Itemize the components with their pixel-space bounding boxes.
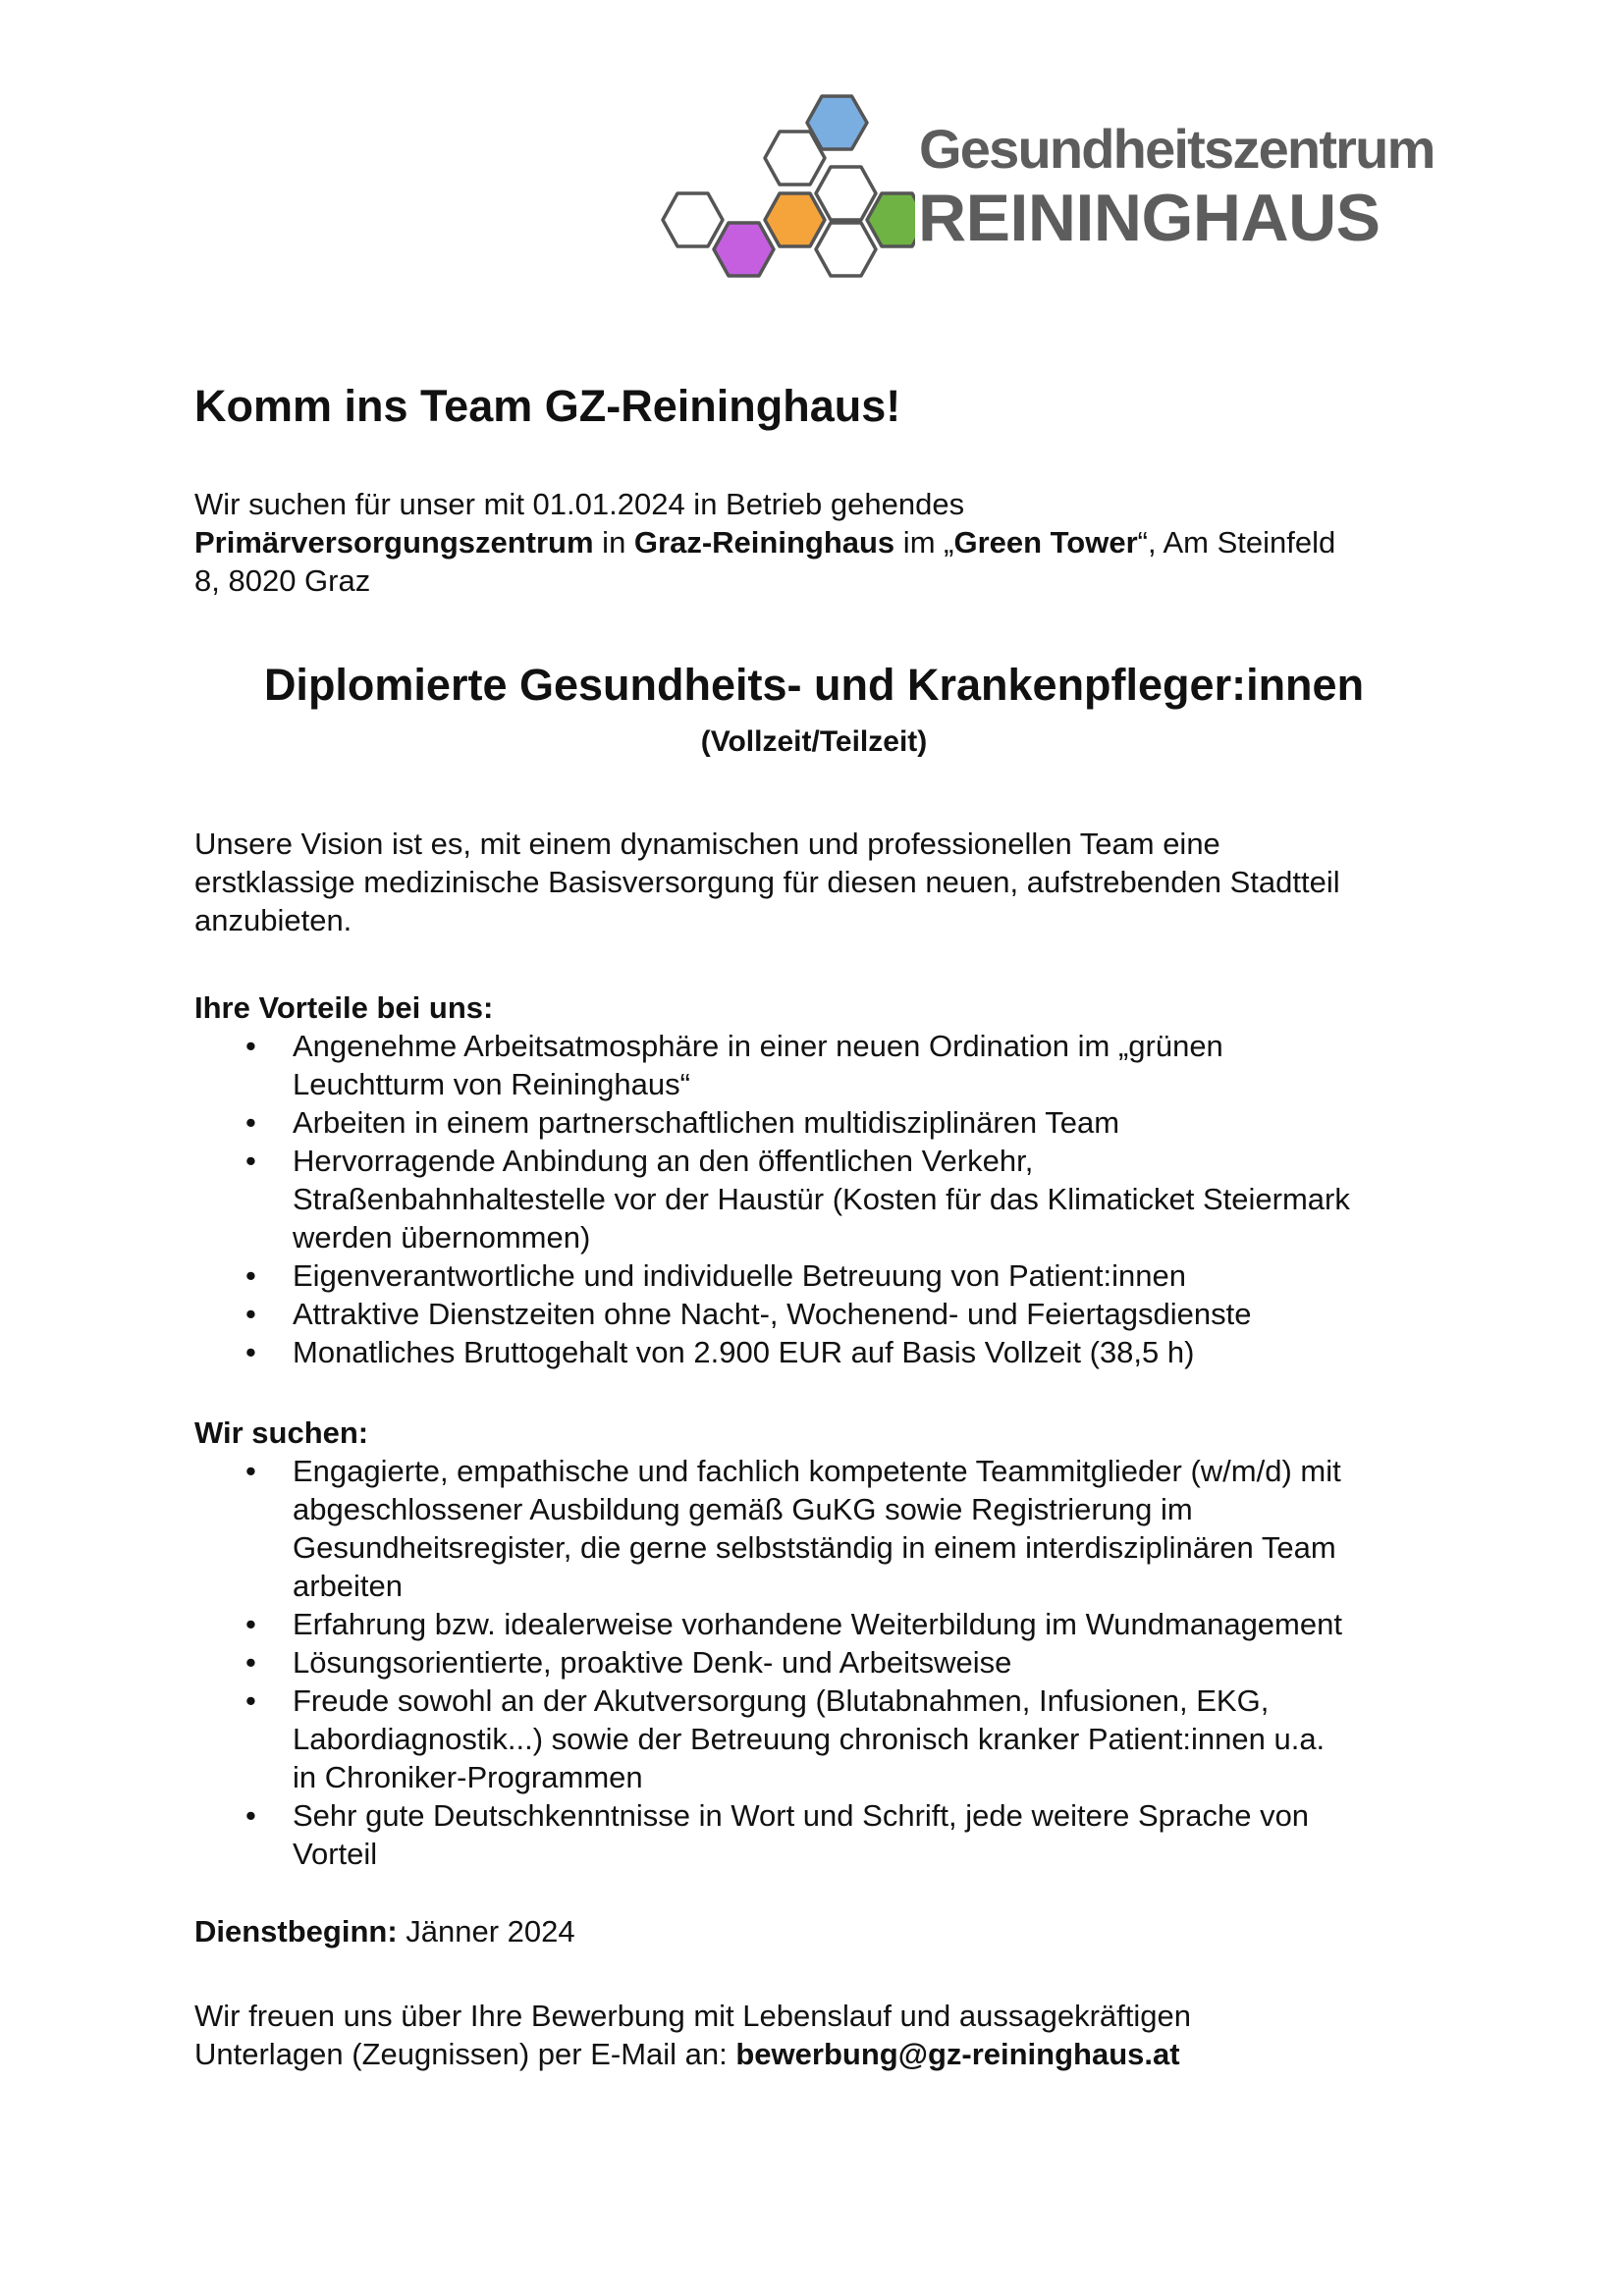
list-item-line: Straßenbahnhaltestelle vor der Haustür (Kosten für das Klimaticket Steiermark <box>293 1182 1350 1216</box>
start-value: Jänner 2024 <box>397 1914 575 1949</box>
requirements-heading: Wir suchen: <box>194 1415 369 1450</box>
honeycomb-logo-icon <box>660 94 915 300</box>
requirements-list <box>194 1452 1461 1873</box>
logo-wordmark-line2: REININGHAUS <box>918 181 1380 255</box>
bullet-icon: • <box>245 1454 256 1488</box>
list-item-line: arbeiten <box>293 1569 404 1603</box>
list-item-line: Hervorragende Anbindung an den öffentlichen Verkehr, <box>293 1144 1034 1178</box>
requirements-section <box>194 1414 1461 1873</box>
email-link[interactable]: bewerbung@gz-reininghaus.at <box>735 2037 1180 2071</box>
vision-line: anzubieten. <box>194 903 352 937</box>
list-item-line: Freude sowohl an der Akutversorgung (Blutabnahmen, Infusionen, EKG, <box>293 1683 1270 1718</box>
list-item-line: Lösungsorientierte, proaktive Denk- und Arbeitsweise <box>293 1645 1012 1680</box>
benefits-list <box>194 1027 1461 1371</box>
page-title: Komm ins Team GZ-Reininghaus! <box>194 381 901 431</box>
start-label: Dienstbeginn: <box>194 1914 398 1949</box>
vision-line: erstklassige medizinische Basisversorgung für diesen neuen, aufstrebenden Stadtteil <box>194 865 1340 899</box>
address-text: “, Am Steinfeld <box>1137 525 1336 560</box>
list-item-line: Monatliches Bruttogehalt von 2.900 EUR auf Basis Vollzeit (38,5 h) <box>293 1335 1195 1369</box>
list-item-line: abgeschlossener Ausbildung gemäß GuKG sowie Registrierung im <box>293 1492 1193 1526</box>
job-title: Diplomierte Gesundheits- und Krankenpfleger:innen <box>263 660 1365 710</box>
location-name: Graz-Reininghaus <box>633 525 895 560</box>
hex-orange <box>765 193 825 246</box>
closing-paragraph <box>194 1997 1451 2073</box>
bullet-icon: • <box>245 1798 256 1833</box>
hex-white-mid <box>816 167 876 220</box>
closing-text: Unterlagen (Zeugnissen) per E-Mail an: <box>194 2037 736 2071</box>
list-item-line: werden übernommen) <box>293 1220 591 1255</box>
closing-line: Wir freuen uns über Ihre Bewerbung mit Lebenslauf und aussagekräftigen <box>194 1999 1191 2033</box>
start-date <box>194 1912 575 1950</box>
intro-text: im „ <box>894 525 954 560</box>
job-subtitle: (Vollzeit/Teilzeit) <box>700 725 928 758</box>
list-item-line: Eigenverantwortliche und individuelle Betreuung von Patient:innen <box>293 1258 1186 1293</box>
intro-line <box>194 523 1451 561</box>
list-item <box>194 1256 1461 1295</box>
logo <box>660 94 1445 300</box>
list-item-line: Leuchtturm von Reininghaus“ <box>293 1067 690 1101</box>
building-name: Green Tower <box>953 525 1138 560</box>
hex-green <box>867 193 915 246</box>
list-item-line: Arbeiten in einem partnerschaftlichen multidisziplinären Team <box>293 1105 1120 1140</box>
list-item <box>194 1295 1461 1333</box>
list-item-line: Engagierte, empathische und fachlich kompetente Teammitglieder (w/m/d) mit <box>293 1454 1341 1488</box>
intro-text: in <box>593 525 634 560</box>
list-item <box>194 1682 1461 1796</box>
list-item <box>194 1452 1461 1605</box>
list-item-line: Vorteil <box>293 1837 378 1871</box>
bullet-icon: • <box>245 1258 256 1293</box>
logo-wordmark-line1: Gesundheitszentrum <box>919 118 1435 180</box>
hex-purple <box>714 223 774 276</box>
list-item <box>194 1796 1461 1873</box>
list-item <box>194 1027 1461 1103</box>
list-item <box>194 1333 1461 1371</box>
list-item-line: Attraktive Dienstzeiten ohne Nacht-, Wochenend- und Feiertagsdienste <box>293 1297 1252 1331</box>
bullet-icon: • <box>245 1029 256 1063</box>
benefits-section <box>194 988 1461 1371</box>
honeycomb-cells <box>663 96 915 276</box>
list-item-line: Gesundheitsregister, die gerne selbstständig in einem interdisziplinären Team <box>293 1530 1336 1565</box>
vision-paragraph <box>194 825 1451 939</box>
bullet-icon: • <box>245 1645 256 1680</box>
hex-white-bottom <box>816 223 876 276</box>
intro-line: Wir suchen für unser mit 01.01.2024 in Betrieb gehendes <box>194 487 965 521</box>
bullet-icon: • <box>245 1105 256 1140</box>
bullet-icon: • <box>245 1683 256 1718</box>
list-item-line: in Chroniker-Programmen <box>293 1760 643 1794</box>
center-name: Primärversorgungszentrum <box>194 525 594 560</box>
bullet-icon: • <box>245 1144 256 1178</box>
list-item-line: Erfahrung bzw. idealerweise vorhandene Weiterbildung im Wundmanagement <box>293 1607 1342 1641</box>
hex-white-left <box>663 193 723 246</box>
bullet-icon: • <box>245 1607 256 1641</box>
bullet-icon: • <box>245 1335 256 1369</box>
benefits-heading: Ihre Vorteile bei uns: <box>194 990 494 1025</box>
list-item <box>194 1643 1461 1682</box>
list-item <box>194 1605 1461 1643</box>
list-item-line: Labordiagnostik...) sowie der Betreuung chronisch kranker Patient:innen u.a. <box>293 1722 1326 1756</box>
list-item <box>194 1103 1461 1142</box>
closing-line <box>194 2035 1451 2073</box>
list-item-line: Sehr gute Deutschkenntnisse in Wort und Schrift, jede weitere Sprache von <box>293 1798 1310 1833</box>
vision-line: Unsere Vision ist es, mit einem dynamischen und professionellen Team eine <box>194 827 1220 861</box>
list-item <box>194 1142 1461 1256</box>
hex-white-top <box>765 132 825 185</box>
intro-paragraph <box>194 485 1451 600</box>
list-item-line: Angenehme Arbeitsatmosphäre in einer neuen Ordination im „grünen <box>293 1029 1223 1063</box>
bullet-icon: • <box>245 1297 256 1331</box>
intro-line: 8, 8020 Graz <box>194 563 371 598</box>
